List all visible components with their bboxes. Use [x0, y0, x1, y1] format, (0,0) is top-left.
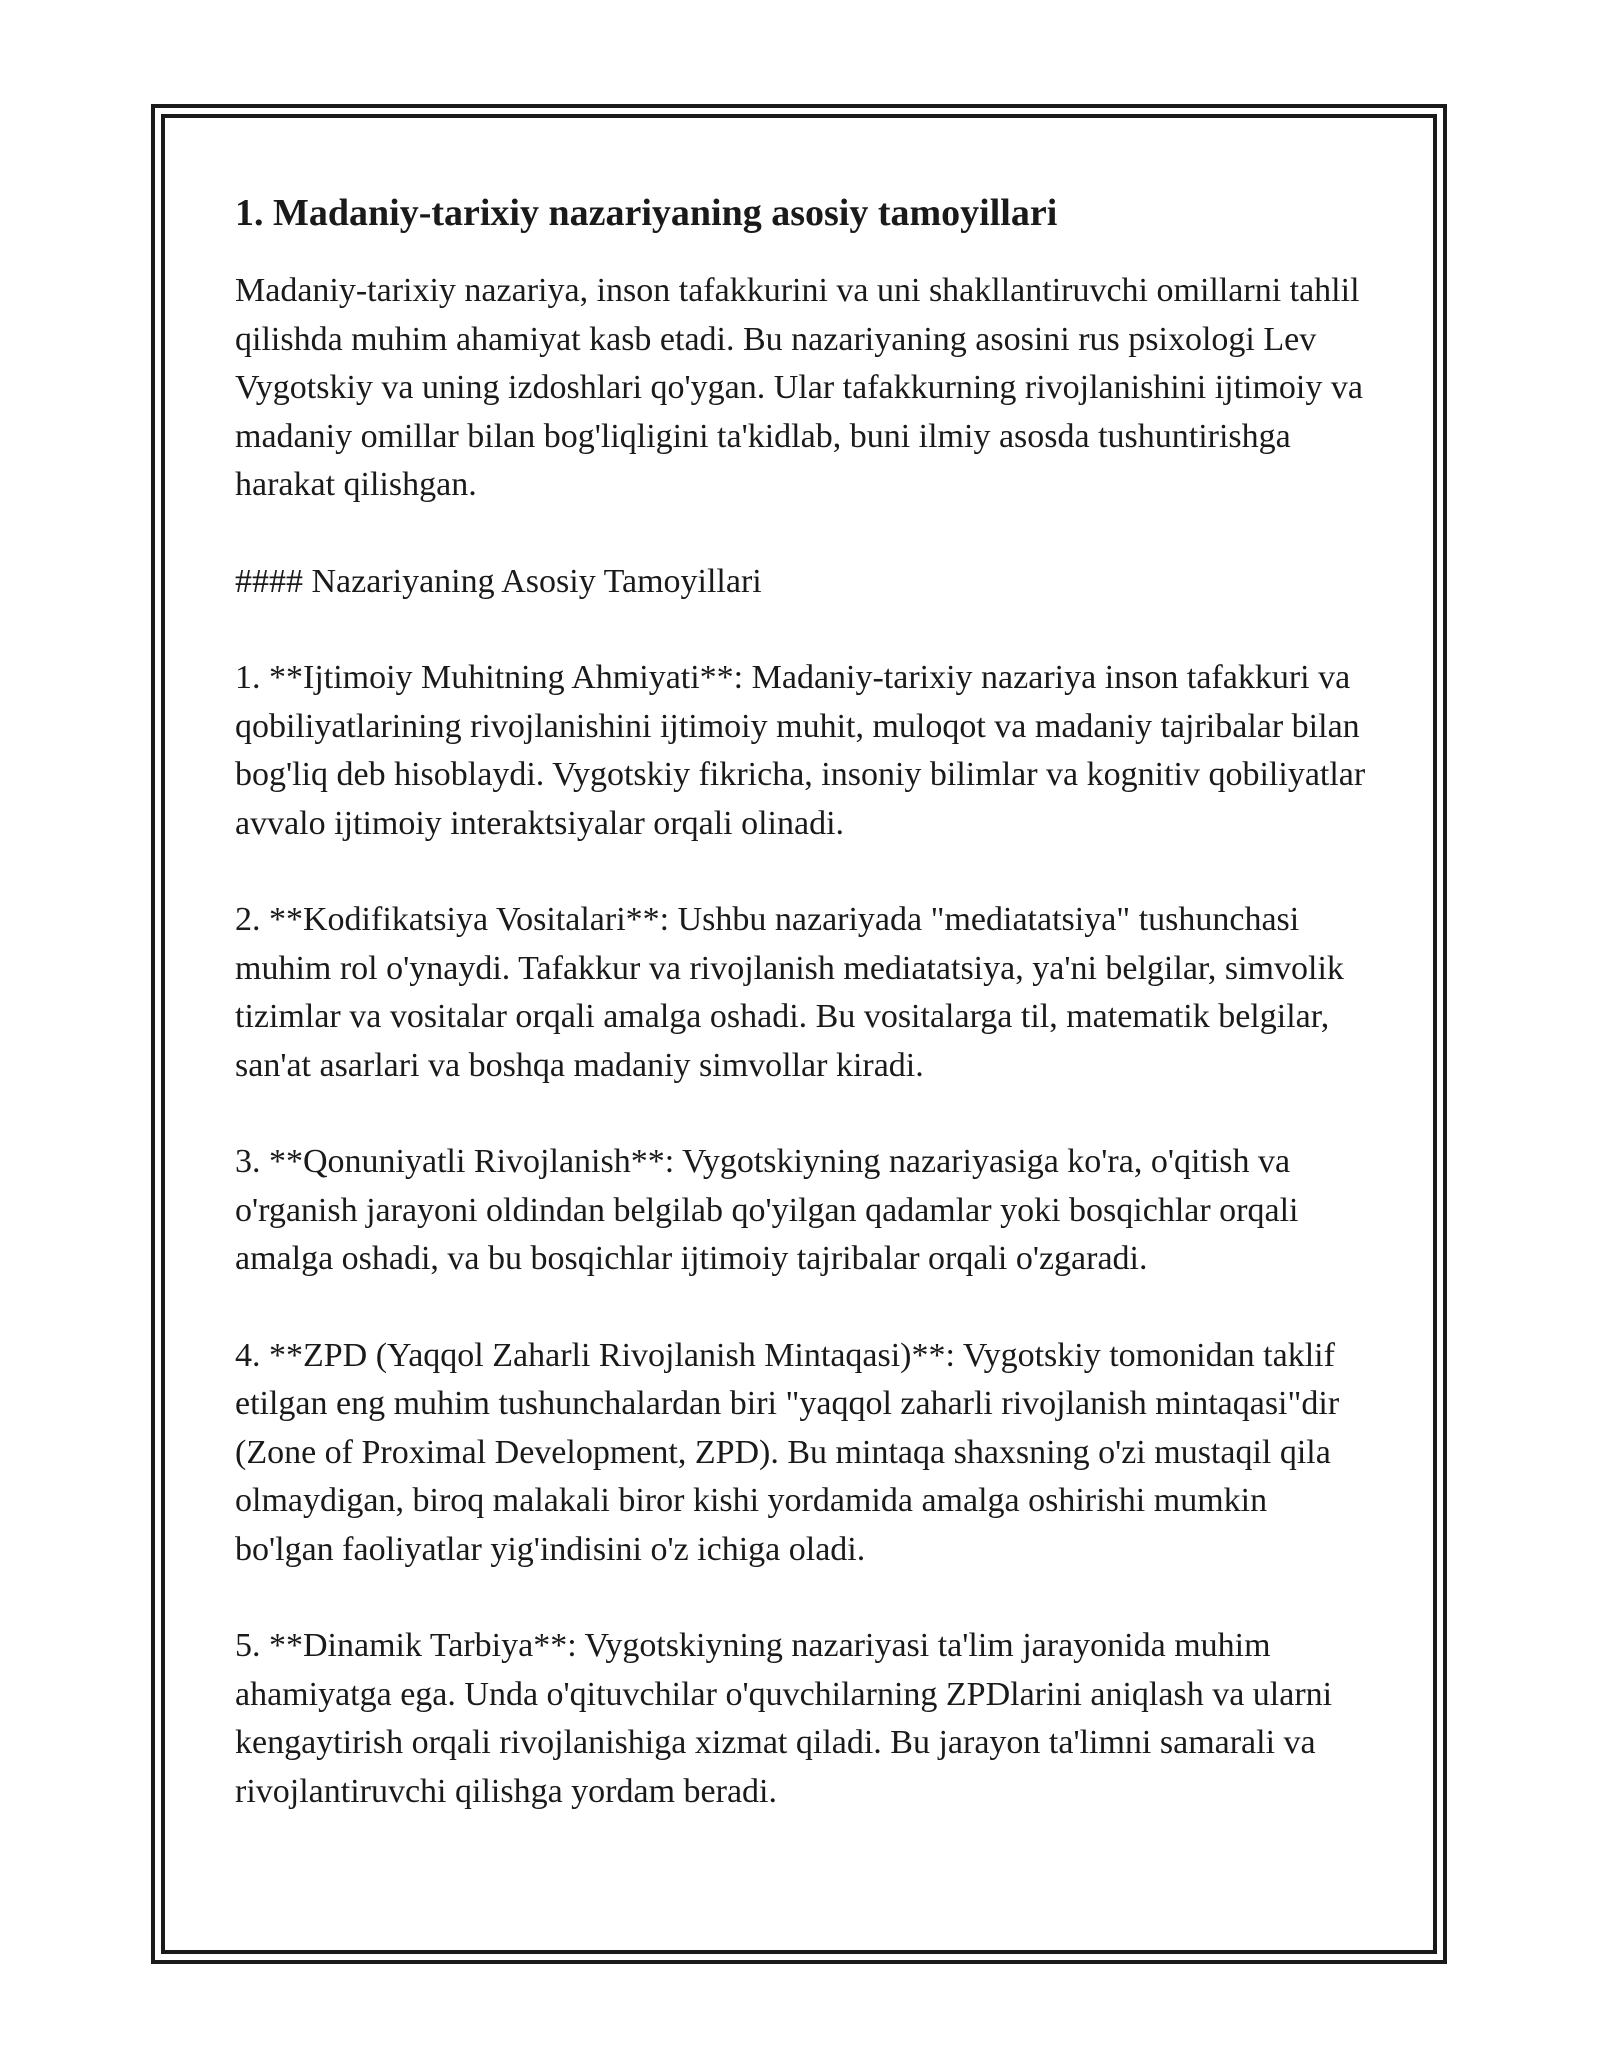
principle-1-paragraph: 1. **Ijtimoiy Muhitning Ahmiyati**: Madaniy-tarixiy nazariya inson tafakkuri va qobiliyatlarining rivojlanishini ijtimoiy muhit, muloqot va madaniy tajribalar bilan bog'liq deb hisoblaydi. Vygotskiy fikricha, insoniy bilimlar va kognitiv qobiliyatlar avvalo ijtimoiy interaktsiyalar orqali olinadi.: [235, 659, 1366, 842]
principle-4-paragraph: 4. **ZPD (Yaqqol Zaharli Rivojlanish Mintaqasi)**: Vygotskiy tomonidan taklif etilgan eng muhim tushunchalardan biri "yaqqol zaharli rivojlanish mintaqasi"dir (Zone of Proximal Development, ZPD). Bu mintaqa shaxsning o'zi mustaqil qila olmaydigan, biroq malakali biror kishi yordamida amalga oshirishi mumkin bo'lgan faoliyatlar yig'indisini o'z ichiga oladi.: [235, 1336, 1340, 1568]
principle-3-paragraph: 3. **Qonuniyatli Rivojlanish**: Vygotskiyning nazariyasiga ko'ra, o'qitish va o'rganish jarayoni oldindan belgilab qo'yilgan qadamlar yoki bosqichlar orqali amalga oshadi, va bu bosqichlar ijtimoiy tajribalar orqali o'zgaradi.: [235, 1143, 1299, 1277]
document-body: [235, 185, 1370, 1864]
section-title: 1. Madaniy-tarixiy nazariyaning asosiy tamoyillari: [235, 192, 1058, 234]
subheading-paragraph: #### Nazariyaning Asosiy Tamoyillari: [235, 562, 762, 600]
principle-2-paragraph: 2. **Kodifikatsiya Vositalari**: Ushbu nazariyada "mediatatsiya" tushunchasi muhim rol o'ynaydi. Tafakkur va rivojlanish mediatatsiya, ya'ni belgilar, simvolik tizimlar va vositalar orqali amalga oshadi. Bu vositalarga til, matematik belgilar, san'at asarlari va boshqa madaniy simvollar kiradi.: [235, 901, 1344, 1084]
principle-5-paragraph: 5. **Dinamik Tarbiya**: Vygotskiyning nazariyasi ta'lim jarayonida muhim ahamiyatga ega. Unda o'qituvchilar o'quvchilarning ZPDlarini aniqlash va ularni kengaytirish orqali rivojlanishiga xizmat qiladi. Bu jarayon ta'limni samarali va rivojlantiruvchi qilishga yordam beradi.: [235, 1627, 1333, 1810]
intro-paragraph: Madaniy-tarixiy nazariya, inson tafakkurini va uni shakllantiruvchi omillarni tahlil qilishda muhim ahamiyat kasb etadi. Bu nazariyaning asosini rus psixologi Lev Vygotskiy va uning izdoshlari qo'ygan. Ular tafakkurning rivojlanishini ijtimoiy va madaniy omillar bilan bog'liqligini ta'kidlab, buni ilmiy asosda tushuntirishga harakat qilishgan.: [235, 272, 1363, 503]
